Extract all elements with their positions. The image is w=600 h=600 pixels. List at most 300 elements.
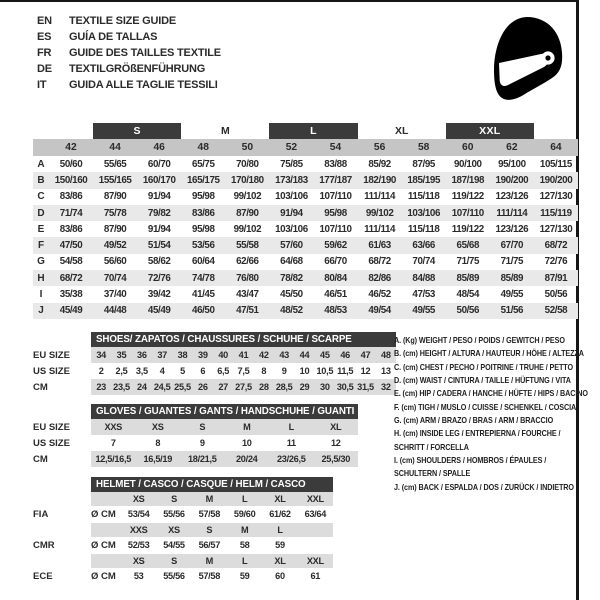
measure-value: 49/54 (368, 305, 391, 317)
gloves-size-table (33, 404, 358, 467)
measure-value: 50/56 (456, 305, 480, 317)
helmet-value-cell: 58 (239, 540, 250, 551)
measure-value: 111/114 (496, 207, 528, 219)
row-label: US SIZE (33, 437, 70, 449)
value-cell: 7,5 (237, 366, 250, 376)
diameter-unit: Ø CM (91, 539, 116, 551)
measure-value: 56/60 (103, 256, 127, 268)
measure-value: 71/74 (59, 207, 83, 219)
value-cell: 12,5/16,5 (91, 451, 136, 467)
measure-value: 107/110 (319, 191, 352, 203)
language-code: DE (37, 63, 52, 75)
measure-value: 72/76 (544, 256, 568, 268)
measure-value: 65/75 (192, 158, 215, 170)
measure-value: 107/110 (319, 223, 352, 235)
measure-value: 111/114 (364, 223, 396, 235)
measure-value: 190/200 (495, 174, 529, 186)
helmet-size-cell: M (227, 523, 262, 537)
size-group-m: M (220, 125, 230, 137)
value-cell: 30 (315, 379, 335, 395)
helmet-size-table (33, 477, 333, 585)
measure-value: 119/122 (451, 191, 484, 203)
value-cell: 12 (360, 366, 371, 376)
helmet-table-title: HELMET / CASCO / CASQUE / HELM / CASCO (91, 477, 333, 492)
helmet-size-cell: S (192, 523, 227, 537)
value-cell: 9 (199, 438, 205, 448)
helmet-value-cell: 63/64 (304, 509, 327, 520)
value-cell: 25,5/30 (314, 451, 359, 467)
value-cell: 23 (91, 379, 111, 395)
row-label: EU SIZE (33, 421, 70, 433)
legend-line: H. (cm) INSIDE LEG / ENTREPIERNA / FOURCHE / (394, 429, 561, 439)
measure-value: 68/72 (544, 240, 568, 252)
helmet-size-cell: S (156, 554, 191, 568)
value-cell: 47 (355, 347, 375, 363)
measure-value: 49/55 (412, 305, 435, 317)
measure-value: 119/122 (451, 223, 484, 235)
value-cell: 10,5 (316, 366, 334, 376)
measure-value: 48/53 (324, 305, 347, 317)
gloves-row (33, 451, 358, 467)
measure-value: 123/126 (495, 223, 529, 235)
measure-value: 111/114 (364, 191, 396, 203)
language-code: ES (37, 31, 52, 43)
measure-value: 59/62 (324, 240, 347, 252)
measure-value: 64/68 (280, 256, 303, 268)
measure-value: 95/98 (192, 191, 215, 203)
measure-value: 105/115 (539, 158, 572, 170)
size-cell: 52 (285, 142, 298, 153)
value-cell: 6 (200, 366, 206, 376)
measure-value: 68/72 (59, 272, 83, 284)
measure-value: 47/50 (59, 240, 83, 252)
legend-item (394, 414, 579, 427)
measure-label: H (37, 272, 45, 284)
size-cell: 58 (417, 142, 430, 153)
size-cell: 62 (506, 142, 518, 153)
language-code: IT (37, 79, 47, 91)
measure-value: 95/98 (324, 207, 347, 219)
size-cell: 42 (65, 142, 77, 153)
value-cell: 11 (286, 438, 296, 448)
helmet-size-cell: XL (262, 554, 297, 568)
size-cell: 56 (373, 142, 386, 153)
helmet-size-cell: M (192, 492, 227, 506)
value-cell: L (269, 419, 314, 435)
value-cell: 11,5 (337, 366, 354, 376)
value-cell: 39 (193, 347, 213, 363)
legend-item (394, 401, 579, 414)
value-cell: XXS (91, 419, 136, 435)
measure-value: 84/88 (412, 272, 435, 284)
helmet-size-cell: L (227, 554, 262, 568)
value-cell: 31,5 (355, 379, 375, 395)
shoes-row (33, 347, 396, 363)
value-cell: 6,5 (217, 366, 230, 376)
measure-row-h (33, 270, 578, 286)
legend-item (394, 454, 579, 481)
measure-value: 87/95 (412, 158, 435, 170)
measure-value: 177/187 (319, 174, 352, 186)
shoes-table-rows (33, 347, 396, 395)
value-cell: 42 (254, 347, 274, 363)
helmet-standard-row-ece (33, 568, 333, 586)
measure-value: 46/50 (192, 305, 215, 317)
measure-value: 80/84 (324, 272, 347, 284)
value-cell: 36 (132, 347, 152, 363)
language-title: GUÍA DE TALLAS (69, 31, 158, 43)
measure-value: 187/198 (451, 174, 485, 186)
measure-value: 160/170 (142, 174, 176, 186)
measure-row-g (33, 254, 578, 270)
helmet-size-cell (298, 523, 333, 537)
measure-value: 95/100 (498, 158, 526, 170)
measure-value: 127/130 (539, 191, 573, 203)
measure-value: 54/58 (59, 256, 83, 268)
measure-value: 190/200 (539, 174, 573, 186)
size-cell: 46 (153, 142, 165, 153)
helmet-value-cell (298, 537, 333, 555)
value-cell: 25,5 (172, 379, 192, 395)
size-cell: 48 (197, 142, 210, 153)
measure-value: 78/82 (280, 272, 303, 284)
measure-value: 72/76 (147, 272, 171, 284)
value-cell: 34 (91, 347, 111, 363)
shoes-row (33, 379, 396, 395)
language-title: TEXTILGRÖßENFÜHRUNG (69, 63, 206, 75)
legend-line: B. (cm) HEIGHT / ALTURA / HAUTEUR / HÖHE / ALTEZZA (394, 349, 584, 359)
measure-value: 63/66 (412, 240, 435, 252)
legend-line: SCHRITT / FORCELLA (394, 442, 469, 452)
top-border-line (0, 0, 578, 2)
measure-value: 85/92 (368, 158, 391, 170)
value-cell: 41 (233, 347, 253, 363)
value-cell: 28,5 (274, 379, 294, 395)
measure-value: 44/48 (103, 305, 127, 317)
value-cell: 10 (299, 366, 310, 376)
measure-row-d (33, 205, 578, 221)
helmet-size-cell: XS (156, 523, 191, 537)
measure-row-b (33, 172, 578, 188)
measure-value: 103/106 (275, 223, 308, 235)
value-cell: 23,5 (111, 379, 131, 395)
row-label: EU SIZE (33, 349, 70, 361)
shoes-table-title: SHOES/ ZAPATOS / CHAUSSURES / SCHUHE / SCARPE (91, 332, 396, 347)
measure-value: 83/86 (59, 223, 83, 235)
legend-line: E. (cm) HIP / CADERA / HANCHE / HÜFTE / HIPS / BACINO (394, 389, 588, 399)
textile-size-table (33, 120, 578, 319)
measure-value: 99/102 (233, 223, 262, 235)
value-cell: 29 (294, 379, 314, 395)
legend-line: SCHULTERN / SPALLE (394, 469, 471, 479)
measure-value: 87/90 (236, 207, 259, 219)
helmet-size-row (33, 492, 333, 506)
unit-spacer (91, 554, 121, 568)
shoes-row (33, 363, 396, 379)
language-title: TEXTILE SIZE GUIDE (69, 15, 177, 27)
measure-value: 91/94 (147, 223, 171, 235)
size-group-l: L (269, 123, 357, 139)
legend-line: G. (cm) ARM / BRAZO / BRAS / ARM / BRACCIO (394, 416, 554, 426)
value-cell: 40 (213, 347, 233, 363)
helmet-size-row (33, 523, 333, 537)
value-cell: 10 (241, 438, 252, 448)
helmet-value-cell: 53 (133, 571, 144, 582)
size-header-row (33, 139, 578, 156)
language-code: EN (37, 15, 52, 27)
measure-value: 115/118 (407, 223, 440, 235)
value-cell: 32 (376, 379, 396, 395)
measure-value: 70/80 (236, 158, 259, 170)
value-cell: 48 (376, 347, 396, 363)
helmet-size-cell: L (227, 492, 262, 506)
diameter-unit: Ø CM (91, 508, 116, 520)
measure-value: 170/180 (231, 174, 264, 186)
helmet-value-cell: 55/56 (163, 571, 185, 582)
measure-value: 49/55 (500, 289, 524, 301)
helmet-size-cell: XS (121, 492, 156, 506)
language-row (37, 61, 221, 77)
language-title-list (37, 13, 221, 93)
measure-value: 83/88 (324, 158, 347, 170)
measure-value: 95/98 (192, 223, 215, 235)
size-group-s: S (93, 123, 181, 139)
value-cell: S (180, 419, 225, 435)
legend-line: C. (cm) CHEST / PECHO / POITRINE / TRUHE / PETTO (394, 362, 573, 372)
size-cell: 64 (550, 142, 562, 153)
row-label: CM (33, 453, 48, 465)
measure-label: J (38, 305, 44, 317)
measure-value: 165/175 (186, 174, 220, 186)
value-cell: 44 (294, 347, 314, 363)
measure-value: 60/70 (147, 158, 171, 170)
helmet-size-cell: XL (262, 492, 297, 506)
value-cell: 16,5/19 (136, 451, 181, 467)
legend-item (394, 334, 579, 347)
measure-value: 67/70 (500, 240, 524, 252)
measure-value: 79/82 (147, 207, 171, 219)
language-title: GUIDA ALLE TAGLIE TESSILI (69, 79, 218, 91)
legend-item (394, 427, 579, 454)
helmet-table-rows (33, 492, 333, 585)
measure-value: 47/53 (412, 289, 435, 301)
measure-value: 65/68 (456, 240, 480, 252)
helmet-value-cell: 61 (310, 571, 321, 582)
standard-label: FIA (33, 508, 49, 520)
value-cell: 12 (330, 438, 341, 448)
value-cell: 2 (98, 366, 104, 376)
measure-value: 71/75 (456, 256, 480, 268)
size-group-xl: XL (394, 125, 409, 137)
legend-line: F. (cm) TIGH / MUSLO / CUISSE / SCHENKEL / COSCIA (394, 402, 577, 412)
value-cell: 37 (152, 347, 172, 363)
helmet-size-cell: XXL (298, 492, 333, 506)
measure-value: 85/89 (500, 272, 524, 284)
measure-label: A (37, 158, 45, 170)
measure-value: 51/56 (500, 305, 524, 317)
measure-value: 46/51 (324, 289, 347, 301)
row-label: CM (33, 381, 48, 393)
measure-value: 43/47 (236, 289, 259, 301)
legend-line: I. (cm) SHOULDERS / HOMBROS / ÉPAULES / (394, 456, 547, 466)
language-row (37, 45, 221, 61)
measure-value: 45/49 (147, 305, 171, 317)
value-cell: 30,5 (335, 379, 355, 395)
helmet-icon (486, 14, 564, 104)
measure-value: 103/106 (407, 207, 440, 219)
helmet-value-cell: 60 (275, 571, 285, 582)
language-row (37, 77, 221, 93)
gloves-row (33, 435, 358, 451)
measure-value: 173/183 (275, 174, 308, 186)
value-cell: 20/24 (225, 451, 270, 467)
measure-value: 182/190 (363, 174, 396, 186)
value-cell: 7 (110, 438, 116, 448)
value-cell: 24 (132, 379, 152, 395)
value-cell: XL (314, 419, 359, 435)
measure-value: 57/60 (280, 240, 303, 252)
label-spacer (33, 523, 91, 537)
value-cell: 5 (180, 366, 185, 376)
legend-line: D. (cm) WAIST / CINTURA / TAILLE / HÜFTUNG / VITA (394, 376, 571, 386)
measure-value: 85/89 (456, 272, 480, 284)
measure-value: 51/54 (147, 240, 171, 252)
language-row (37, 13, 221, 29)
helmet-size-cell: XXL (298, 554, 333, 568)
value-cell: 24,5 (152, 379, 172, 395)
value-cell: 8 (155, 438, 161, 448)
value-cell: 4 (159, 366, 165, 376)
measure-value: 70/74 (412, 256, 435, 268)
measure-value: 48/54 (456, 289, 480, 301)
measure-value: 155/165 (98, 174, 132, 186)
helmet-value-cell: 59 (239, 571, 250, 582)
row-label: US SIZE (33, 365, 70, 377)
measure-value: 83/86 (59, 191, 83, 203)
measure-value: 41/45 (192, 289, 215, 301)
value-cell: M (225, 419, 270, 435)
value-cell: 18/21,5 (180, 451, 225, 467)
measure-value: 61/63 (368, 240, 391, 252)
size-group-xxl: XXL (446, 123, 534, 139)
value-cell: 8 (261, 366, 267, 376)
measure-value: 127/130 (539, 223, 573, 235)
measure-value: 35/38 (59, 289, 83, 301)
measure-value: 47/51 (236, 305, 259, 317)
shoes-size-table (33, 332, 396, 395)
helmet-standard-row-cmr (33, 537, 333, 555)
measure-row-f (33, 237, 578, 253)
measure-label: D (37, 207, 45, 219)
measure-value: 87/91 (544, 272, 568, 284)
legend-item (394, 481, 579, 494)
legend-item (394, 374, 579, 387)
size-cell: 60 (462, 142, 474, 153)
measure-value: 52/58 (544, 305, 568, 317)
measure-value: 75/85 (280, 158, 303, 170)
measure-value: 99/102 (365, 207, 394, 219)
measure-value: 185/195 (407, 174, 440, 186)
value-cell: 35 (111, 347, 131, 363)
standard-label: CMR (33, 539, 55, 551)
gloves-table-title: GLOVES / GUANTES / GANTS / HANDSCHUHE / GUANTI (91, 404, 358, 419)
value-cell: 43 (274, 347, 294, 363)
value-cell: 46 (335, 347, 355, 363)
gloves-row (33, 419, 358, 435)
measure-label: I (39, 289, 43, 301)
measure-value: 150/160 (54, 174, 88, 186)
measure-value: 87/90 (103, 223, 127, 235)
measure-value: 39/42 (147, 289, 171, 301)
legend-item (394, 347, 584, 360)
value-cell: 2,5 (115, 366, 128, 376)
helmet-value-cell: 57/58 (198, 571, 221, 582)
measure-value: 91/94 (280, 207, 303, 219)
measure-value: 45/50 (280, 289, 303, 301)
diameter-unit: Ø CM (91, 570, 116, 582)
measure-row-j (33, 303, 578, 319)
helmet-size-cell: S (156, 492, 191, 506)
value-cell: 45 (315, 347, 335, 363)
measurement-legend (394, 334, 588, 494)
legend-line: J. (cm) BACK / ESPALDA / DOS / ZURÜCK / INDIETRO (394, 482, 574, 492)
value-cell: XS (136, 419, 181, 435)
measure-row-c (33, 189, 578, 205)
measure-value: 53/56 (192, 240, 215, 252)
helmet-value-cell: 54/55 (163, 540, 185, 551)
measure-label: G (37, 256, 45, 268)
measure-value: 75/78 (103, 207, 127, 219)
measure-value: 91/94 (147, 191, 171, 203)
measure-value: 107/110 (451, 207, 484, 219)
measure-value: 37/40 (103, 289, 127, 301)
measure-value: 50/60 (59, 158, 83, 170)
helmet-size-row (33, 554, 333, 568)
value-cell: 9 (281, 366, 287, 376)
legend-line: A. (Kg) WEIGHT / PESO / POIDS / GEWITCH / PESO (394, 336, 565, 345)
measure-value: 62/66 (236, 256, 259, 268)
label-spacer (33, 554, 91, 568)
measure-value: 55/58 (236, 240, 259, 252)
helmet-value-cell: 59/60 (233, 509, 256, 520)
measure-value: 68/72 (368, 256, 391, 268)
language-title: GUIDE DES TAILLES TEXTILE (69, 47, 221, 59)
measure-value: 70/74 (103, 272, 127, 284)
value-cell: 27 (213, 379, 233, 395)
helmet-value-cell: 59 (275, 540, 285, 551)
helmet-value-cell: 56/57 (198, 540, 221, 551)
helmet-value-cell: 61/62 (269, 509, 291, 520)
measure-value: 55/65 (103, 158, 127, 170)
measure-value: 60/64 (192, 256, 215, 268)
value-cell: 23/26,5 (269, 451, 314, 467)
measure-label: B (37, 174, 45, 186)
unit-spacer (91, 523, 121, 537)
helmet-value-cell: 57/58 (198, 509, 221, 520)
legend-item (394, 387, 588, 400)
measure-value: 71/75 (500, 256, 524, 268)
helmet-size-cell: XS (121, 554, 156, 568)
measure-value: 45/49 (59, 305, 83, 317)
helmet-value-cell: 55/56 (163, 509, 185, 520)
language-code: FR (37, 47, 52, 59)
gloves-table-rows (33, 419, 358, 467)
measure-value: 46/52 (368, 289, 391, 301)
value-cell: 38 (172, 347, 192, 363)
helmet-standard-row-fia (33, 506, 333, 524)
measure-label: C (37, 191, 45, 203)
measure-value: 83/86 (192, 207, 215, 219)
